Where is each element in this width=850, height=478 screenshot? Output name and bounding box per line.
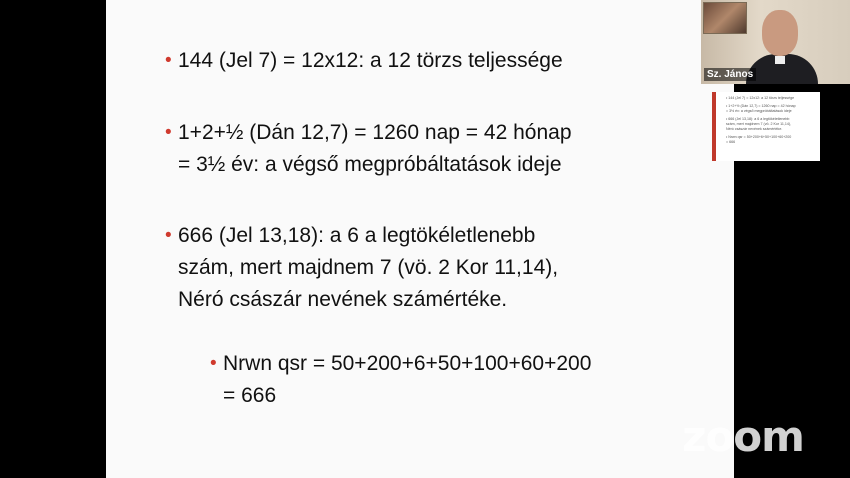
bullet-dot-icon: •	[165, 50, 172, 71]
bullet-dot-icon: •	[165, 225, 172, 246]
thumbnail-text-line: • Nrwn qsr = 50+200+6+50+100+60+200	[726, 135, 792, 139]
thumbnail-text-line: • 1+2+½ (Dán 12,7) = 1260 nap = 42 hónap	[726, 104, 796, 108]
thumbnail-text-line: • 666 (Jel 13,18): a 6 a legtökéletlenebb	[726, 117, 790, 121]
thumbnail-text-line: Néró császár nevének számértéke.	[726, 127, 783, 131]
thumbnail-text-line: • 144 (Jel 7) = 12x12: a 12 törzs teljessége	[726, 96, 795, 100]
participant-head	[762, 10, 798, 56]
slide-bullet-1: • 144 (Jel 7) = 12x12: a 12 törzs teljessége	[178, 45, 563, 77]
participant-video-tile[interactable]	[701, 0, 850, 84]
participant-name-label: Sz. János	[704, 68, 756, 81]
thumbnail-text-line: szám, mert majdnem 7 (vö. 2 Kor 11,14),	[726, 122, 792, 126]
thumbnail-text-line: = 3½ év: a végső megpróbáltatások ideje	[726, 109, 792, 113]
bullet-dot-icon: •	[210, 353, 217, 374]
slide-bullet-2: • 1+2+½ (Dán 12,7) = 1260 nap = 42 hónap = 3½ év: a végső megpróbáltatások ideje	[178, 117, 572, 181]
clerical-collar	[775, 56, 785, 64]
zoom-logo-watermark: zoom	[682, 412, 804, 461]
slide-sub-bullet: • Nrwn qsr = 50+200+6+50+100+60+200 = 666	[223, 348, 591, 412]
shared-screen-thumbnail[interactable]	[712, 92, 820, 161]
thumbnail-text-line: = 666	[726, 140, 736, 144]
bullet-dot-icon: •	[165, 122, 172, 143]
slide-bullet-3: • 666 (Jel 13,18): a 6 a legtökéletlenebb szám, mert majdnem 7 (vö. 2 Kor 11,14), Néró császár nevének számértéke.	[178, 220, 558, 316]
background-painting	[703, 2, 747, 34]
shared-slide	[106, 0, 734, 478]
